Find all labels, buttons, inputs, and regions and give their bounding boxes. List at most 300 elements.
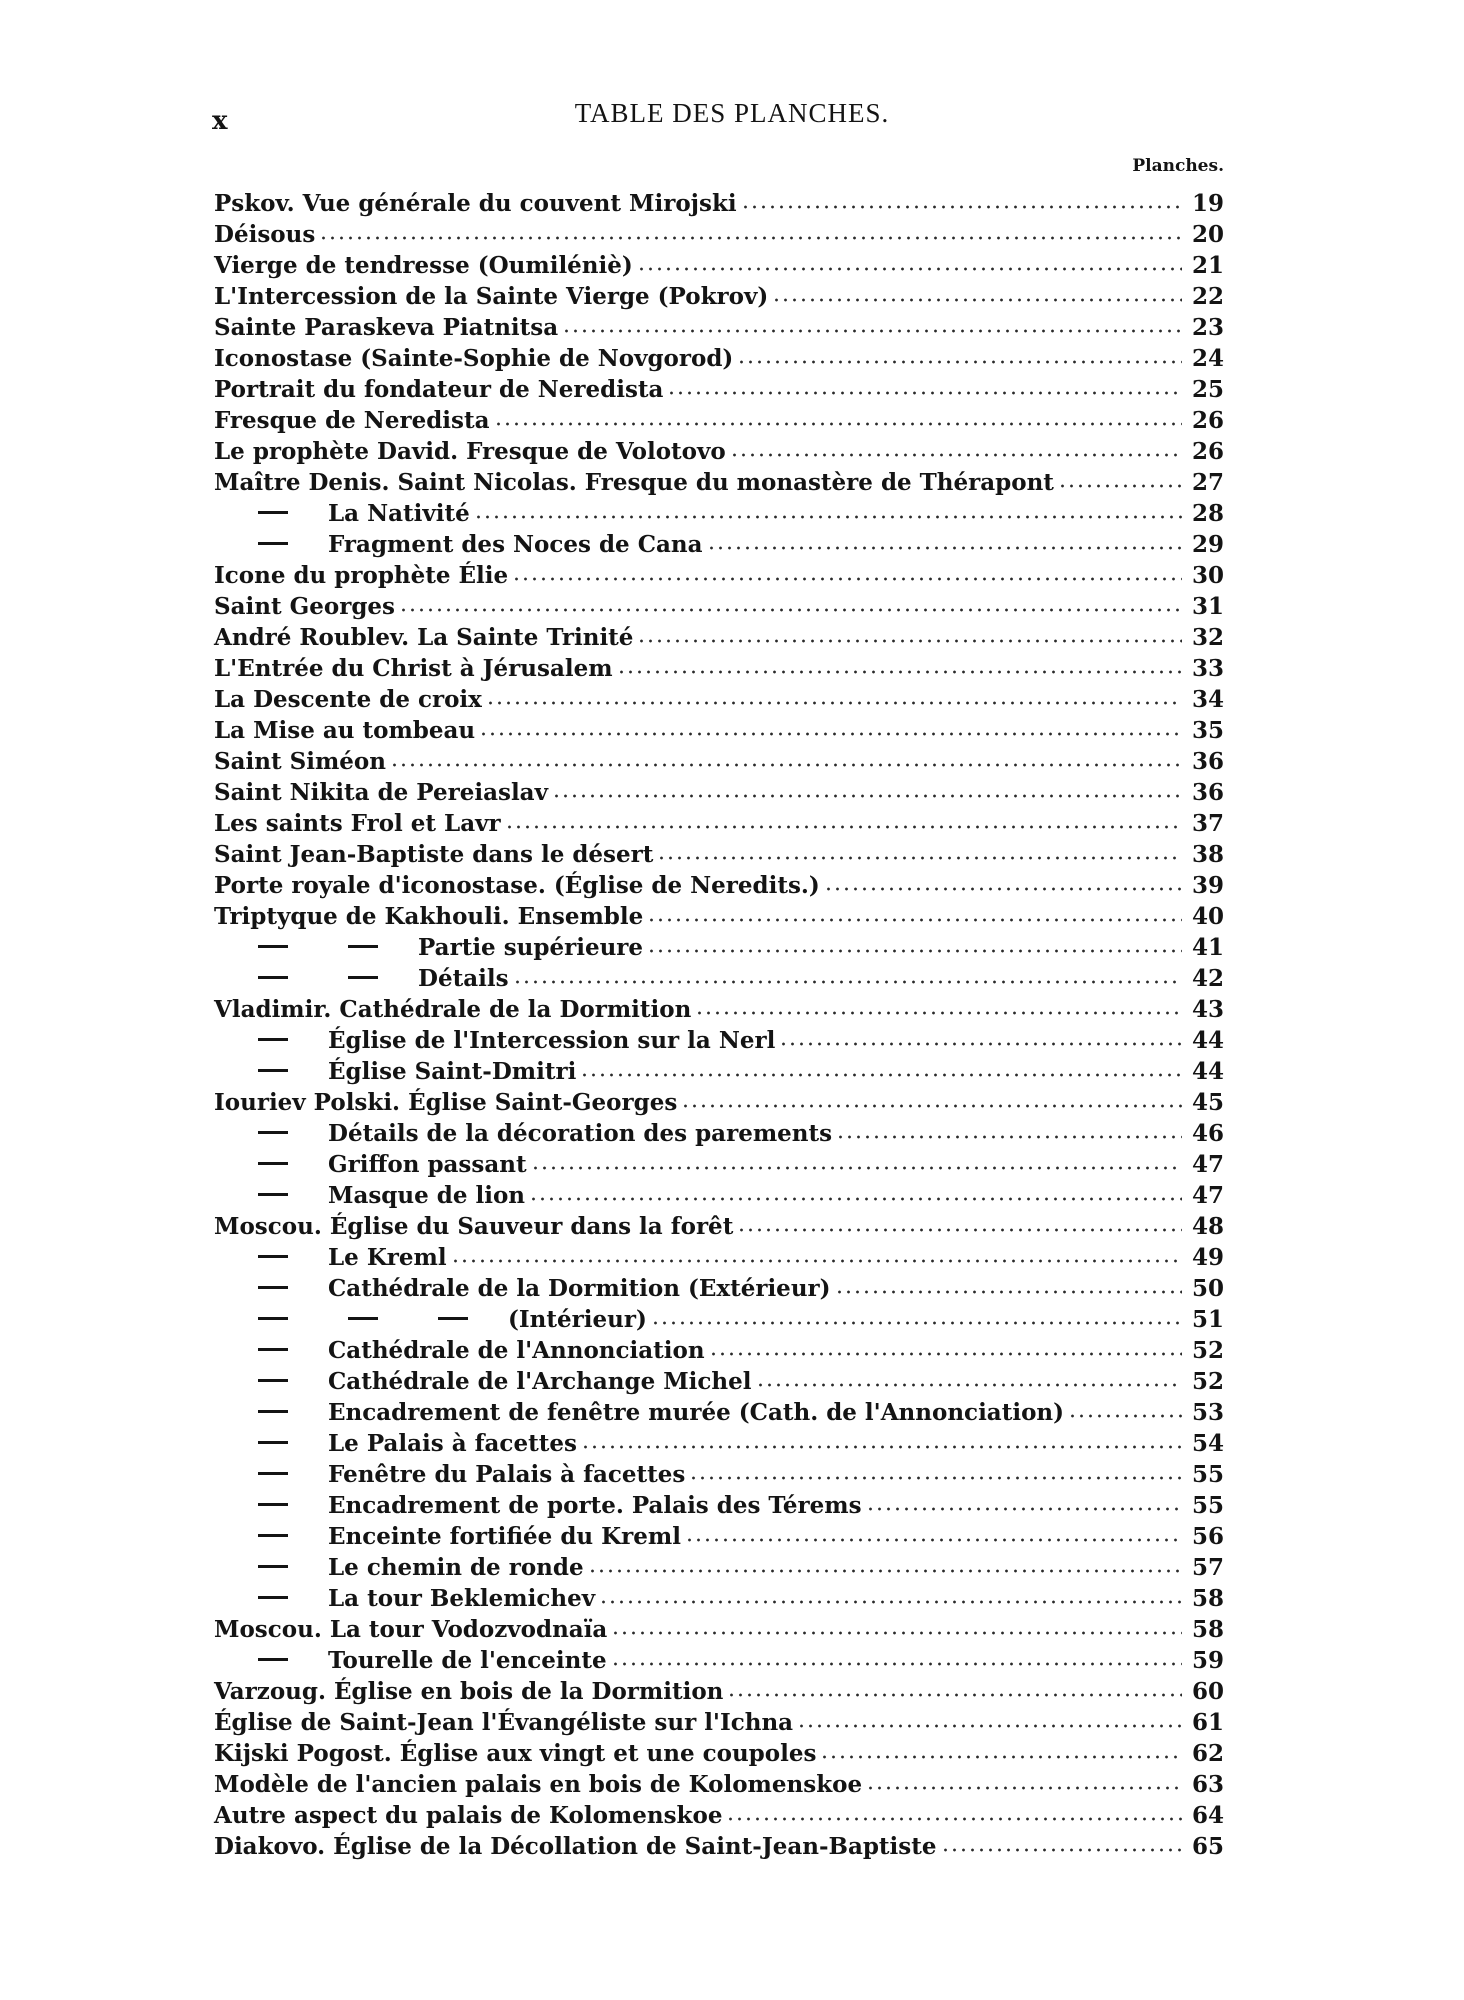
dot-leader	[866, 1771, 1182, 1793]
plate-number: 35	[1191, 717, 1224, 744]
plate-number: 52	[1191, 1368, 1224, 1395]
toc-entry	[214, 189, 1224, 220]
dot-leader	[1058, 469, 1182, 491]
entry-title: La Descente de croix	[214, 686, 482, 713]
entry-title: Encadrement de fenêtre murée (Cath. de l'Annonciation)	[328, 1399, 1065, 1426]
entry-label	[214, 376, 663, 403]
toc-entry	[214, 530, 1224, 561]
dot-leader	[552, 779, 1182, 801]
ditto-dash	[258, 1255, 288, 1258]
page-number: x	[212, 106, 228, 136]
dot-leader	[399, 593, 1182, 615]
toc-entry	[214, 1708, 1224, 1739]
plate-number: 38	[1191, 841, 1224, 868]
entry-title: Maître Denis. Saint Nicolas. Fresque du monastère de Thérapont	[214, 469, 1054, 496]
entry-title: Déisous	[214, 221, 316, 248]
entry-label	[214, 1120, 832, 1147]
toc-entry	[214, 1739, 1224, 1770]
entry-label	[214, 1492, 862, 1519]
plate-number: 46	[1191, 1120, 1224, 1147]
plate-number: 49	[1191, 1244, 1224, 1271]
plate-number: 31	[1191, 593, 1224, 620]
ditto-dash	[438, 1317, 468, 1320]
entry-label	[214, 469, 1054, 496]
ditto-dash	[258, 1503, 288, 1506]
plate-number: 40	[1191, 903, 1224, 930]
entry-label	[214, 717, 475, 744]
plate-number: 26	[1191, 407, 1224, 434]
ditto-dash	[258, 945, 288, 948]
entry-title: (Intérieur)	[508, 1306, 647, 1333]
dot-leader	[707, 531, 1182, 553]
plate-number: 52	[1191, 1337, 1224, 1364]
entry-title: La tour Beklemichev	[328, 1585, 596, 1612]
entry-label	[214, 1461, 685, 1488]
entry-title: Détails	[418, 965, 509, 992]
entry-label	[214, 1647, 607, 1674]
plate-number: 56	[1191, 1523, 1224, 1550]
plate-number: 30	[1191, 562, 1224, 589]
plate-number: 54	[1191, 1430, 1224, 1457]
entry-title: Moscou. Église du Sauveur dans la forêt	[214, 1213, 734, 1240]
dot-leader	[512, 562, 1182, 584]
entry-title: Enceinte fortifiée du Kreml	[328, 1523, 681, 1550]
dot-leader	[741, 190, 1182, 212]
plate-number: 32	[1191, 624, 1224, 651]
dot-leader	[611, 1647, 1182, 1669]
plate-number: 24	[1191, 345, 1224, 372]
entry-title: Cathédrale de l'Annonciation	[328, 1337, 705, 1364]
dot-leader	[647, 934, 1182, 956]
dot-leader	[562, 314, 1182, 336]
dot-leader	[824, 872, 1182, 894]
plate-number: 19	[1191, 190, 1224, 217]
entry-title: Saint Nikita de Pereiaslav	[214, 779, 548, 806]
ditto-dash	[258, 1162, 288, 1165]
entry-title: Saint Georges	[214, 593, 396, 620]
toc-entry	[214, 840, 1224, 871]
entry-label	[214, 1678, 723, 1705]
ditto-dash	[258, 1069, 288, 1072]
dot-leader	[756, 1368, 1182, 1390]
plate-number: 44	[1191, 1058, 1224, 1085]
ditto-dash	[258, 1410, 288, 1413]
toc-entry	[214, 561, 1224, 592]
ditto-dash	[348, 945, 378, 948]
plate-number: 60	[1191, 1678, 1224, 1705]
ditto-dash	[258, 1658, 288, 1661]
entry-title: Griffon passant	[328, 1151, 527, 1178]
entry-title: Modèle de l'ancien palais en bois de Kolomenskoe	[214, 1771, 863, 1798]
entry-title: Le Kreml	[328, 1244, 447, 1271]
ditto-dash	[258, 1565, 288, 1568]
dot-leader	[588, 1554, 1182, 1576]
toc-entry	[214, 685, 1224, 716]
dot-leader	[474, 500, 1182, 522]
entry-title: Portrait du fondateur de Neredista	[214, 376, 664, 403]
entry-title: Diakovo. Église de la Décollation de Saint-Jean-Baptiste	[214, 1833, 937, 1860]
plate-number: 36	[1191, 748, 1224, 775]
plate-number: 65	[1191, 1833, 1224, 1860]
plate-number: 27	[1191, 469, 1224, 496]
toc-entry	[214, 778, 1224, 809]
dot-leader	[319, 221, 1182, 243]
entry-label	[214, 1306, 647, 1333]
toc-entry	[214, 1615, 1224, 1646]
plate-number: 22	[1191, 283, 1224, 310]
toc-entry	[214, 468, 1224, 499]
entry-title: Cathédrale de la Dormition (Extérieur)	[328, 1275, 831, 1302]
plate-number: 55	[1191, 1492, 1224, 1519]
toc-entry	[214, 251, 1224, 282]
plate-number: 36	[1191, 779, 1224, 806]
plate-number: 21	[1191, 252, 1224, 279]
toc-entry	[214, 1646, 1224, 1677]
plate-number: 37	[1191, 810, 1224, 837]
dot-leader	[835, 1275, 1182, 1297]
entry-title: Les saints Frol et Lavr	[214, 810, 501, 837]
toc-entry	[214, 1057, 1224, 1088]
toc-entry	[214, 592, 1224, 623]
plates-column-header: Planches.	[1132, 156, 1224, 176]
entry-label	[214, 655, 613, 682]
entry-label	[214, 345, 733, 372]
entry-title: Le chemin de ronde	[328, 1554, 584, 1581]
plate-number: 62	[1191, 1740, 1224, 1767]
entry-label	[214, 996, 691, 1023]
plate-number: 47	[1191, 1182, 1224, 1209]
entry-label	[214, 1027, 775, 1054]
dot-leader	[529, 1182, 1182, 1204]
toc-entry	[214, 716, 1224, 747]
dot-leader	[726, 1802, 1182, 1824]
entry-label	[214, 1182, 525, 1209]
toc-entry	[214, 623, 1224, 654]
entry-title: Église Saint-Dmitri	[328, 1058, 577, 1085]
entry-title: Église de l'Intercession sur la Nerl	[328, 1027, 776, 1054]
entry-title: Varzoug. Église en bois de la Dormition	[214, 1678, 724, 1705]
toc-entry	[214, 1677, 1224, 1708]
entry-label	[214, 314, 558, 341]
entry-label	[214, 1399, 1064, 1426]
ditto-dash	[258, 1193, 288, 1196]
ditto-dash	[258, 1472, 288, 1475]
toc-entry	[214, 1491, 1224, 1522]
entry-label	[214, 1368, 752, 1395]
entry-label	[214, 1058, 576, 1085]
plate-number: 42	[1191, 965, 1224, 992]
entry-label	[214, 438, 726, 465]
running-title: TABLE DES PLANCHES.	[574, 98, 890, 128]
entry-title: Fragment des Noces de Cana	[328, 531, 703, 558]
entry-title: Fresque de Neredista	[214, 407, 490, 434]
entry-label	[214, 252, 633, 279]
toc-entry	[214, 1088, 1224, 1119]
entry-label	[214, 1089, 677, 1116]
entry-label	[214, 1771, 862, 1798]
dot-leader	[637, 624, 1182, 646]
ditto-dash	[348, 976, 378, 979]
dot-leader	[479, 717, 1182, 739]
dot-leader	[779, 1027, 1182, 1049]
entry-label	[214, 624, 633, 651]
entry-title: Le Palais à facettes	[328, 1430, 577, 1457]
entry-title: Fenêtre du Palais à facettes	[328, 1461, 686, 1488]
toc-entry	[214, 1336, 1224, 1367]
dot-leader	[709, 1337, 1182, 1359]
table-of-plates	[214, 189, 1224, 1863]
plate-number: 58	[1191, 1616, 1224, 1643]
dot-leader	[651, 1306, 1182, 1328]
toc-entry	[214, 1553, 1224, 1584]
toc-entry	[214, 406, 1224, 437]
entry-label	[214, 1244, 447, 1271]
entry-title: La Nativité	[328, 500, 470, 527]
dot-leader	[1068, 1399, 1182, 1421]
toc-entry	[214, 964, 1224, 995]
plate-number: 64	[1191, 1802, 1224, 1829]
dot-leader	[836, 1120, 1182, 1142]
ditto-dash	[258, 1286, 288, 1289]
toc-entry	[214, 437, 1224, 468]
plate-number: 51	[1191, 1306, 1224, 1333]
toc-entry	[214, 1522, 1224, 1553]
entry-label	[214, 1151, 527, 1178]
entry-label	[214, 1616, 607, 1643]
ditto-dash	[258, 542, 288, 545]
plate-number: 61	[1191, 1709, 1224, 1736]
entry-label	[214, 1709, 793, 1736]
plate-number: 25	[1191, 376, 1224, 403]
entry-label	[214, 1740, 816, 1767]
dot-leader	[581, 1430, 1182, 1452]
toc-entry	[214, 654, 1224, 685]
dot-leader	[531, 1151, 1182, 1173]
entry-label	[214, 407, 490, 434]
entry-label	[214, 965, 509, 992]
plate-number: 34	[1191, 686, 1224, 713]
entry-title: L'Entrée du Christ à Jérusalem	[214, 655, 613, 682]
dot-leader	[451, 1244, 1182, 1266]
entry-title: Iconostase (Sainte-Sophie de Novgorod)	[214, 345, 734, 372]
dot-leader	[941, 1833, 1182, 1855]
entry-label	[214, 686, 482, 713]
toc-entry	[214, 1801, 1224, 1832]
entry-label	[214, 283, 768, 310]
entry-title: La Mise au tombeau	[214, 717, 476, 744]
entry-label	[214, 500, 470, 527]
entry-title: André Roublev. La Sainte Trinité	[214, 624, 634, 651]
toc-entry	[214, 1212, 1224, 1243]
entry-title: Tourelle de l'enceinte	[328, 1647, 607, 1674]
entry-label	[214, 531, 703, 558]
entry-title: Masque de lion	[328, 1182, 526, 1209]
entry-title: Triptyque de Kakhouli. Ensemble	[214, 903, 644, 930]
dot-leader	[637, 252, 1182, 274]
ditto-dash	[258, 1441, 288, 1444]
dot-leader	[797, 1709, 1182, 1731]
entry-label	[214, 1833, 937, 1860]
plate-number: 43	[1191, 996, 1224, 1023]
ditto-dash	[258, 1131, 288, 1134]
entry-title: Cathédrale de l'Archange Michel	[328, 1368, 752, 1395]
dot-leader	[390, 748, 1182, 770]
toc-entry	[214, 1429, 1224, 1460]
dot-leader	[681, 1089, 1182, 1111]
ditto-dash	[258, 1379, 288, 1382]
plate-number: 45	[1191, 1089, 1224, 1116]
plate-number: 26	[1191, 438, 1224, 465]
plate-number: 57	[1191, 1554, 1224, 1581]
toc-entry	[214, 902, 1224, 933]
entry-label	[214, 1523, 681, 1550]
entry-label	[214, 903, 643, 930]
dot-leader	[737, 1213, 1182, 1235]
dot-leader	[695, 996, 1182, 1018]
dot-leader	[647, 903, 1182, 925]
plate-number: 20	[1191, 221, 1224, 248]
dot-leader	[667, 376, 1182, 398]
toc-entry	[214, 747, 1224, 778]
entry-title: Pskov. Vue générale du couvent Mirojski	[214, 190, 737, 217]
entry-label	[214, 190, 737, 217]
toc-entry	[214, 1274, 1224, 1305]
toc-entry	[214, 933, 1224, 964]
dot-leader	[657, 841, 1182, 863]
entry-label	[214, 810, 501, 837]
toc-entry	[214, 1150, 1224, 1181]
plate-number: 53	[1191, 1399, 1224, 1426]
dot-leader	[730, 438, 1182, 460]
toc-entry	[214, 1770, 1224, 1801]
entry-title: Partie supérieure	[418, 934, 644, 961]
plate-number: 63	[1191, 1771, 1224, 1798]
entry-label	[214, 872, 820, 899]
toc-entry	[214, 1243, 1224, 1274]
ditto-dash	[258, 511, 288, 514]
toc-entry	[214, 995, 1224, 1026]
plate-number: 33	[1191, 655, 1224, 682]
toc-entry	[214, 1584, 1224, 1615]
dot-leader	[599, 1585, 1182, 1607]
plate-number: 55	[1191, 1461, 1224, 1488]
entry-title: Autre aspect du palais de Kolomenskoe	[214, 1802, 723, 1829]
toc-entry	[214, 282, 1224, 313]
entry-label	[214, 1275, 831, 1302]
plate-number: 23	[1191, 314, 1224, 341]
entry-title: Moscou. La tour Vodozvodnaïa	[214, 1616, 608, 1643]
entry-label	[214, 934, 643, 961]
entry-label	[214, 1554, 584, 1581]
toc-entry	[214, 1026, 1224, 1057]
dot-leader	[685, 1523, 1182, 1545]
toc-entry	[214, 1832, 1224, 1863]
dot-leader	[494, 407, 1182, 429]
plate-number: 39	[1191, 872, 1224, 899]
ditto-dash	[348, 1317, 378, 1320]
plate-number: 58	[1191, 1585, 1224, 1612]
plate-number: 28	[1191, 500, 1224, 527]
entry-title: Vladimir. Cathédrale de la Dormition	[214, 996, 692, 1023]
plate-number: 41	[1191, 934, 1224, 961]
entry-title: Église de Saint-Jean l'Évangéliste sur l'Ichna	[214, 1709, 794, 1736]
dot-leader	[820, 1740, 1182, 1762]
toc-entry	[214, 1119, 1224, 1150]
ditto-dash	[258, 1596, 288, 1599]
entry-title: Icone du prophète Élie	[214, 562, 509, 589]
ditto-dash	[258, 1038, 288, 1041]
dot-leader	[580, 1058, 1182, 1080]
toc-entry	[214, 1460, 1224, 1491]
entry-title: Iouriev Polski. Église Saint-Georges	[214, 1089, 678, 1116]
entry-label	[214, 562, 508, 589]
dot-leader	[505, 810, 1182, 832]
plate-number: 29	[1191, 531, 1224, 558]
toc-entry	[214, 1367, 1224, 1398]
plate-number: 44	[1191, 1027, 1224, 1054]
entry-label	[214, 779, 548, 806]
toc-entry	[214, 375, 1224, 406]
ditto-dash	[258, 976, 288, 979]
plate-number: 47	[1191, 1151, 1224, 1178]
entry-label	[214, 1430, 577, 1457]
ditto-dash	[258, 1317, 288, 1320]
dot-leader	[689, 1461, 1182, 1483]
entry-title: Saint Siméon	[214, 748, 386, 775]
entry-label	[214, 748, 386, 775]
entry-label	[214, 593, 395, 620]
ditto-dash	[258, 1348, 288, 1351]
plate-number: 50	[1191, 1275, 1224, 1302]
dot-leader	[866, 1492, 1182, 1514]
entry-title: Encadrement de porte. Palais des Térems	[328, 1492, 862, 1519]
entry-title: Kijski Pogost. Église aux vingt et une coupoles	[214, 1740, 817, 1767]
entry-title: Saint Jean-Baptiste dans le désert	[214, 841, 654, 868]
toc-entry	[214, 1305, 1224, 1336]
entry-title: Vierge de tendresse (Oumiléniè)	[214, 252, 633, 279]
toc-entry	[214, 871, 1224, 902]
entry-title: Le prophète David. Fresque de Volotovo	[214, 438, 726, 465]
toc-entry	[214, 809, 1224, 840]
toc-entry	[214, 220, 1224, 251]
dot-leader	[772, 283, 1182, 305]
toc-entry	[214, 499, 1224, 530]
entry-label	[214, 1337, 705, 1364]
entry-label	[214, 221, 315, 248]
dot-leader	[737, 345, 1182, 367]
dot-leader	[513, 965, 1182, 987]
entry-label	[214, 1213, 733, 1240]
entry-label	[214, 1802, 722, 1829]
plate-number: 59	[1191, 1647, 1224, 1674]
toc-entry	[214, 344, 1224, 375]
toc-entry	[214, 1181, 1224, 1212]
dot-leader	[611, 1616, 1182, 1638]
ditto-dash	[258, 1534, 288, 1537]
entry-title: Sainte Paraskeva Piatnitsa	[214, 314, 559, 341]
dot-leader	[486, 686, 1182, 708]
entry-title: Porte royale d'iconostase. (Église de Neredits.)	[214, 872, 820, 899]
dot-leader	[617, 655, 1182, 677]
entry-label	[214, 1585, 595, 1612]
entry-label	[214, 841, 653, 868]
toc-entry	[214, 313, 1224, 344]
entry-title: L'Intercession de la Sainte Vierge (Pokrov)	[214, 283, 769, 310]
toc-entry	[214, 1398, 1224, 1429]
plate-number: 48	[1191, 1213, 1224, 1240]
dot-leader	[727, 1678, 1182, 1700]
entry-title: Détails de la décoration des parements	[328, 1120, 833, 1147]
